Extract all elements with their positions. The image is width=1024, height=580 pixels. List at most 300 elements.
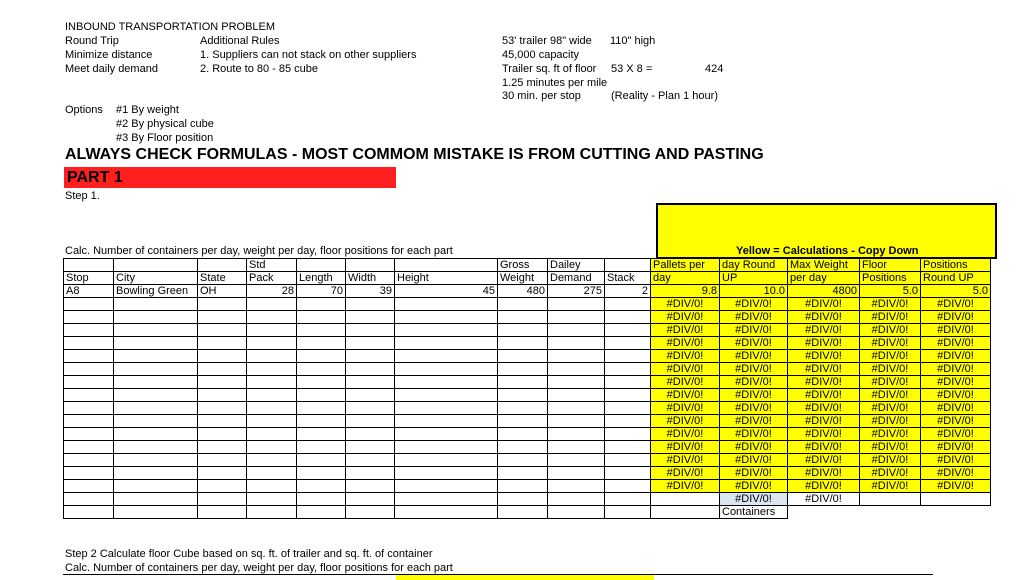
grid-cell[interactable] [548,350,605,363]
grid-cell[interactable] [114,441,198,454]
grid-cell[interactable] [921,506,991,519]
grid-cell[interactable] [297,337,346,350]
grid-cell[interactable] [548,480,605,493]
grid-cell[interactable] [114,376,198,389]
grid-cell[interactable] [651,506,720,519]
grid-cell[interactable] [548,428,605,441]
grid-cell[interactable] [548,389,605,402]
error-cell[interactable]: #DIV/0! [651,363,720,376]
grid-cell[interactable] [198,402,247,415]
grid-cell[interactable] [498,298,548,311]
cell-stack[interactable]: 2 [605,285,651,298]
grid-cell[interactable] [64,298,114,311]
error-cell[interactable]: #DIV/0! [921,324,991,337]
cell-demand[interactable]: 275 [548,285,605,298]
grid-cell[interactable] [297,454,346,467]
cell-state[interactable]: OH [198,285,247,298]
grid-cell[interactable] [395,389,498,402]
grid-cell[interactable] [498,441,548,454]
grid-cell[interactable] [346,480,395,493]
grid-cell[interactable] [198,415,247,428]
grid-cell[interactable] [395,467,498,480]
grid-cell[interactable] [64,441,114,454]
grid-cell[interactable] [346,428,395,441]
col-length[interactable]: Length [297,272,346,285]
grid-cell[interactable] [198,337,247,350]
error-cell[interactable]: #DIV/0! [720,389,788,402]
grid-cell[interactable] [921,493,991,506]
error-cell[interactable]: #DIV/0! [860,376,921,389]
error-cell[interactable]: #DIV/0! [720,350,788,363]
grid-cell[interactable] [346,350,395,363]
grid-cell[interactable] [64,324,114,337]
option-3: #3 By Floor position [116,132,214,144]
grid-cell[interactable] [198,350,247,363]
grid-cell[interactable] [346,493,395,506]
error-cell[interactable]: #DIV/0! [860,363,921,376]
cell-length[interactable]: 70 [297,285,346,298]
grid-cell[interactable] [247,428,297,441]
grid-cell[interactable] [247,493,297,506]
error-cell[interactable]: #DIV/0! [788,376,860,389]
error-cell[interactable]: #DIV/0! [651,428,720,441]
error-cell[interactable]: #DIV/0! [720,454,788,467]
grid-cell[interactable] [605,467,651,480]
grid-cell[interactable] [346,363,395,376]
grid-cell[interactable] [64,363,114,376]
col-std-line2[interactable]: Pack [247,272,297,285]
error-cell[interactable]: #DIV/0! [651,415,720,428]
grid-cell[interactable] [198,480,247,493]
col-round-line3[interactable]: UP [720,272,788,285]
error-cell[interactable]: #DIV/0! [651,311,720,324]
col-stop[interactable]: Stop [64,272,114,285]
grid-cell[interactable] [860,506,921,519]
grid-cell[interactable] [198,454,247,467]
cell-width[interactable]: 39 [346,285,395,298]
error-cell[interactable]: #DIV/0! [921,337,991,350]
error-cell[interactable]: #DIV/0! [788,324,860,337]
error-cell[interactable]: #DIV/0! [860,311,921,324]
error-cell[interactable]: #DIV/0! [720,311,788,324]
error-cell[interactable]: #DIV/0! [921,428,991,441]
error-cell[interactable]: #DIV/0! [720,402,788,415]
grid-cell[interactable] [605,298,651,311]
containers-label[interactable]: Containers [720,506,788,519]
grid-cell[interactable] [346,389,395,402]
grid-cell[interactable] [605,350,651,363]
grid-cell[interactable] [346,311,395,324]
cell-gross-weight[interactable]: 480 [498,285,548,298]
error-cell[interactable]: #DIV/0! [921,402,991,415]
grid-cell[interactable] [498,454,548,467]
grid-cell[interactable] [64,480,114,493]
grid-cell[interactable] [64,493,114,506]
error-cell[interactable]: #DIV/0! [788,467,860,480]
table-row [64,493,991,506]
grid-cell[interactable] [548,324,605,337]
grid-cell[interactable] [297,415,346,428]
grid-cell[interactable] [346,467,395,480]
col-height[interactable]: Height [395,272,498,285]
grid-cell[interactable] [498,506,548,519]
grid-cell[interactable] [114,402,198,415]
error-cell[interactable]: #DIV/0! [788,402,860,415]
col-floor-line1[interactable]: Floor [860,259,921,272]
total-weight-cell[interactable]: #DIV/0! [788,493,860,506]
grid-cell[interactable] [64,311,114,324]
grid-cell[interactable] [498,311,548,324]
grid-cell[interactable] [395,324,498,337]
error-cell[interactable]: #DIV/0! [651,441,720,454]
error-cell[interactable]: #DIV/0! [921,363,991,376]
grid-cell[interactable] [346,506,395,519]
grid-cell[interactable] [548,402,605,415]
cell-max-weight[interactable]: 4800 [788,285,860,298]
grid-cell[interactable] [64,506,114,519]
error-cell[interactable]: #DIV/0! [921,389,991,402]
grid-cell[interactable] [395,376,498,389]
grid-cell[interactable] [247,363,297,376]
error-cell[interactable]: #DIV/0! [860,480,921,493]
cell-pallets-per-day[interactable]: 9.8 [651,285,720,298]
error-cell[interactable]: #DIV/0! [921,467,991,480]
error-cell[interactable]: #DIV/0! [720,428,788,441]
error-cell[interactable]: #DIV/0! [720,298,788,311]
grid-cell[interactable] [247,506,297,519]
grid-cell[interactable] [395,402,498,415]
error-cell[interactable]: #DIV/0! [720,337,788,350]
grid-cell[interactable] [247,480,297,493]
grid-cell[interactable] [198,441,247,454]
col-city[interactable]: City [114,272,198,285]
grid-cell[interactable] [64,402,114,415]
col-floor-line2[interactable]: Positions [860,272,921,285]
grid-cell[interactable] [297,402,346,415]
grid-cell[interactable] [548,415,605,428]
grid-cell[interactable] [548,441,605,454]
grid-cell[interactable] [247,441,297,454]
grid-cell[interactable] [346,454,395,467]
grid-cell[interactable] [247,467,297,480]
col-round-line1[interactable]: day Round [720,259,788,272]
grid-cell[interactable] [247,311,297,324]
error-cell[interactable]: #DIV/0! [860,298,921,311]
grid-cell[interactable] [605,415,651,428]
grid-cell[interactable] [114,415,198,428]
grid-cell[interactable] [548,506,605,519]
grid-cell[interactable] [297,441,346,454]
grid-cell[interactable] [198,298,247,311]
error-cell[interactable]: #DIV/0! [788,415,860,428]
error-cell[interactable]: #DIV/0! [860,350,921,363]
grid-cell[interactable] [198,467,247,480]
error-cell[interactable]: #DIV/0! [651,337,720,350]
error-cell[interactable]: #DIV/0! [720,480,788,493]
error-cell[interactable]: #DIV/0! [860,441,921,454]
grid-cell[interactable] [198,389,247,402]
grid-cell[interactable] [395,363,498,376]
grid-cell[interactable] [64,337,114,350]
error-cell[interactable]: #DIV/0! [788,337,860,350]
grid-cell[interactable] [297,363,346,376]
grid-cell[interactable] [605,506,651,519]
grid-cell[interactable] [198,376,247,389]
grid-cell[interactable] [297,493,346,506]
grid-cell[interactable] [395,480,498,493]
grid-cell[interactable] [297,376,346,389]
grid-cell[interactable] [605,428,651,441]
error-cell[interactable]: #DIV/0! [720,415,788,428]
cell-stop[interactable]: A8 [64,285,114,298]
grid-cell[interactable] [605,324,651,337]
grid-cell[interactable] [198,493,247,506]
grid-cell[interactable] [198,363,247,376]
cell-std-pack[interactable]: 28 [247,285,297,298]
col-ppd-line1[interactable]: Pallets per [651,259,720,272]
grid-cell[interactable] [498,363,548,376]
error-cell[interactable]: #DIV/0! [921,454,991,467]
grid-cell[interactable] [114,506,198,519]
col-stack[interactable]: Stack [605,272,651,285]
grid-cell[interactable] [247,376,297,389]
grid-cell[interactable] [114,363,198,376]
grid-cell[interactable] [114,298,198,311]
error-cell[interactable]: #DIV/0! [720,324,788,337]
grid-cell[interactable] [114,350,198,363]
grid-cell[interactable] [198,311,247,324]
grid-cell[interactable] [114,389,198,402]
grid-cell[interactable] [498,389,548,402]
grid-cell[interactable] [498,324,548,337]
trailer-capacity: 45,000 capacity [502,49,580,61]
grid-cell[interactable] [297,298,346,311]
grid-cell[interactable] [548,311,605,324]
grid-cell[interactable] [114,480,198,493]
error-cell[interactable]: #DIV/0! [921,311,991,324]
grid-cell[interactable] [395,350,498,363]
grid-cell[interactable] [247,298,297,311]
grid-cell[interactable] [860,493,921,506]
error-cell[interactable]: #DIV/0! [860,324,921,337]
error-cell[interactable]: #DIV/0! [921,441,991,454]
grid-cell[interactable] [198,506,247,519]
error-cell[interactable]: #DIV/0! [860,454,921,467]
grid-cell[interactable] [114,454,198,467]
error-cell[interactable]: #DIV/0! [860,467,921,480]
error-cell[interactable]: #DIV/0! [788,441,860,454]
grid-cell[interactable] [605,337,651,350]
grid-cell[interactable] [498,350,548,363]
grid-cell[interactable] [114,311,198,324]
col-std-line1[interactable]: Std [247,259,297,272]
grid-cell[interactable] [498,493,548,506]
grid-cell[interactable] [297,324,346,337]
col-ppd-line2[interactable]: day [651,272,720,285]
error-cell[interactable]: #DIV/0! [921,376,991,389]
grid-cell[interactable] [395,454,498,467]
error-cell[interactable]: #DIV/0! [921,298,991,311]
error-cell[interactable]: #DIV/0! [788,428,860,441]
grid-cell[interactable] [198,324,247,337]
grid-cell[interactable] [548,493,605,506]
grid-cell[interactable] [114,428,198,441]
grid-cell[interactable] [64,428,114,441]
grid-cell[interactable] [247,389,297,402]
error-cell[interactable]: #DIV/0! [788,389,860,402]
error-cell[interactable]: #DIV/0! [788,454,860,467]
grid-cell[interactable] [114,467,198,480]
grid-cell[interactable] [605,480,651,493]
grid-cell[interactable] [548,376,605,389]
grid-cell[interactable] [297,311,346,324]
grid-cell[interactable] [395,441,498,454]
grid-cell[interactable] [605,363,651,376]
grid-cell[interactable] [297,480,346,493]
error-cell[interactable]: #DIV/0! [651,350,720,363]
grid-cell[interactable] [346,415,395,428]
grid-cell[interactable] [605,402,651,415]
col-dailey-line1[interactable]: Dailey [548,259,605,272]
grid-cell[interactable] [64,350,114,363]
grid-cell[interactable] [297,389,346,402]
grid-cell[interactable] [498,480,548,493]
col-floorup-line1[interactable]: Positions [921,259,991,272]
grid-cell[interactable] [395,311,498,324]
grid-cell[interactable] [346,402,395,415]
error-cell[interactable]: #DIV/0! [651,389,720,402]
grid-cell[interactable] [548,363,605,376]
col-maxweight-line1[interactable]: Max Weight [788,259,860,272]
col-dailey-line2[interactable]: Demand [548,272,605,285]
col-floorup-line3[interactable]: Round UP [921,272,991,285]
grid-cell[interactable] [395,428,498,441]
error-cell[interactable]: #DIV/0! [720,376,788,389]
grid-cell[interactable] [605,311,651,324]
error-cell[interactable]: #DIV/0! [860,337,921,350]
grid-cell[interactable] [788,506,860,519]
cell-floor-positions[interactable]: 5.0 [860,285,921,298]
grid-cell[interactable] [64,415,114,428]
error-cell[interactable]: #DIV/0! [651,298,720,311]
col-gross-line1[interactable]: Gross [498,259,548,272]
error-cell[interactable]: #DIV/0! [720,441,788,454]
grid-cell[interactable] [548,298,605,311]
grid-cell[interactable] [247,415,297,428]
error-cell[interactable]: #DIV/0! [860,402,921,415]
error-cell[interactable]: #DIV/0! [860,389,921,402]
error-cell[interactable]: #DIV/0! [720,467,788,480]
error-cell[interactable]: #DIV/0! [860,415,921,428]
grid-cell[interactable] [395,493,498,506]
grid-cell[interactable] [247,324,297,337]
grid-cell[interactable] [498,467,548,480]
grid-cell[interactable] [297,428,346,441]
grid-cell[interactable] [498,415,548,428]
error-cell[interactable]: #DIV/0! [651,324,720,337]
grid-cell[interactable] [247,350,297,363]
error-cell[interactable]: #DIV/0! [720,363,788,376]
error-cell[interactable]: #DIV/0! [651,402,720,415]
col-width[interactable]: Width [346,272,395,285]
error-cell[interactable]: #DIV/0! [651,480,720,493]
grid-cell[interactable] [198,428,247,441]
cell-floor-round-up[interactable]: 5.0 [921,285,991,298]
grid-cell[interactable] [395,337,498,350]
grid-cell[interactable] [64,389,114,402]
grid-cell[interactable] [605,493,651,506]
grid-cell[interactable] [395,298,498,311]
grid-cell[interactable] [346,337,395,350]
grid-cell[interactable] [64,467,114,480]
error-cell[interactable]: #DIV/0! [921,350,991,363]
grid-cell[interactable] [64,454,114,467]
grid-cell[interactable] [346,376,395,389]
grid-cell[interactable] [548,337,605,350]
grid-cell[interactable] [346,441,395,454]
table-row [64,467,991,480]
grid-cell[interactable] [395,415,498,428]
error-cell[interactable]: #DIV/0! [651,376,720,389]
grid-cell[interactable] [247,402,297,415]
cell-height[interactable]: 45 [395,285,498,298]
grid-cell[interactable] [297,506,346,519]
table-row [64,376,991,389]
grid-cell[interactable] [605,441,651,454]
error-cell[interactable]: #DIV/0! [788,311,860,324]
error-cell[interactable]: #DIV/0! [788,298,860,311]
grid-cell[interactable] [346,324,395,337]
col-gross-line2[interactable]: Weight [498,272,548,285]
grid-cell[interactable] [114,324,198,337]
header-row-2 [64,272,991,285]
col-maxweight-line2[interactable]: per day [788,272,860,285]
grid-cell[interactable] [498,376,548,389]
grid-cell[interactable] [498,428,548,441]
error-cell[interactable]: #DIV/0! [788,480,860,493]
grid-cell[interactable] [498,402,548,415]
cell-city[interactable]: Bowling Green [114,285,198,298]
grid-cell[interactable] [605,389,651,402]
grid-cell[interactable] [297,467,346,480]
error-cell[interactable]: #DIV/0! [921,480,991,493]
grid-cell[interactable] [346,298,395,311]
total-containers-cell[interactable]: #DIV/0! [720,493,788,506]
error-cell[interactable]: #DIV/0! [788,350,860,363]
error-cell[interactable]: #DIV/0! [651,454,720,467]
grid-cell[interactable] [548,467,605,480]
grid-cell[interactable] [498,337,548,350]
error-cell[interactable]: #DIV/0! [921,415,991,428]
grid-cell[interactable] [651,493,720,506]
grid-cell[interactable] [114,493,198,506]
error-cell[interactable]: #DIV/0! [860,428,921,441]
grid-cell[interactable] [114,337,198,350]
grid-cell[interactable] [548,454,605,467]
grid-cell[interactable] [395,506,498,519]
part-1-label: PART 1 [67,169,123,186]
grid-cell[interactable] [297,350,346,363]
grid-cell[interactable] [247,454,297,467]
grid-cell[interactable] [605,376,651,389]
error-cell[interactable]: #DIV/0! [788,363,860,376]
error-cell[interactable]: #DIV/0! [651,467,720,480]
grid-cell[interactable] [605,454,651,467]
grid-cell[interactable] [64,376,114,389]
cell-pallets-round-up[interactable]: 10.0 [720,285,788,298]
grid-cell[interactable] [247,337,297,350]
col-state[interactable]: State [198,272,247,285]
